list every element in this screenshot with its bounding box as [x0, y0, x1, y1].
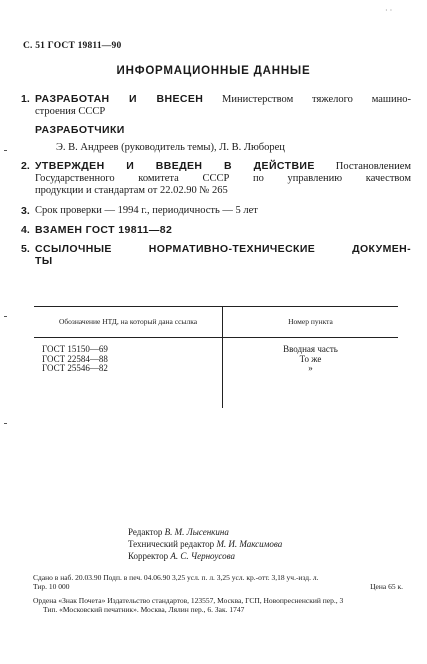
section-review: [21, 205, 411, 217]
section-caption: ТЫ: [35, 255, 53, 267]
imprint-publisher: [33, 596, 403, 614]
section-number: 3.: [21, 205, 30, 217]
table-cell-document: ГОСТ 22584—88: [34, 355, 223, 365]
imprint-print-data: [33, 573, 403, 591]
section-text: Государственного комитета СССР по управлению качеством: [35, 173, 411, 184]
table-cell-item: Вводная часть: [283, 344, 338, 354]
editor-name: В. М. Лысенкина: [164, 527, 229, 537]
section-approved: [21, 160, 411, 197]
imprint-price: Цена 65 к.: [370, 582, 403, 591]
section-text: Министерством тяжелого машино-: [222, 94, 411, 105]
section-number: 2.: [21, 160, 30, 172]
table-row: [34, 338, 398, 355]
editor-name: М. И. Максимова: [216, 539, 283, 549]
table-cell-item: »: [308, 363, 313, 373]
table-row: [34, 364, 398, 408]
editor-line: [128, 538, 282, 550]
editor-role: Корректор: [128, 551, 169, 561]
table-cell-document: ГОСТ 25546—82: [34, 364, 223, 408]
table-cell-document: ГОСТ 15150—69: [34, 338, 223, 355]
section-text: строения СССР: [35, 106, 106, 117]
section-text: продукции и стандартам от 22.02.90 № 265: [35, 185, 228, 196]
imprint-line: [33, 582, 403, 591]
editor-name: А. С. Черноусова: [170, 551, 235, 561]
imprint-run: Тир. 10 000: [33, 582, 70, 591]
section-text: Постановлением: [335, 161, 411, 172]
page-title: ИНФОРМАЦИОННЫЕ ДАННЫЕ: [116, 65, 311, 77]
section-line: [35, 160, 411, 173]
imprint-line: Тип. «Московский печатник». Москва, Лялин пер., 6. Зак. 1747: [43, 605, 245, 614]
section-number: 5.: [21, 243, 30, 255]
section-text: Срок проверки — 1994 г., периодичность — 5 лет: [35, 205, 258, 216]
column-header-item: Номер пункта: [223, 307, 399, 338]
margin-tick: [4, 150, 7, 151]
section-number: 4.: [21, 224, 30, 236]
section-line: [35, 93, 411, 106]
section-caption: УТВЕРЖДЕН И ВВЕДЕН В ДЕЙСТВИЕ: [35, 160, 315, 172]
column-header-document: Обозначение НТД, на который дана ссылка: [34, 307, 223, 338]
section-number: 1.: [21, 93, 30, 105]
table-cell-item: То же: [299, 353, 322, 364]
developers-label: РАЗРАБОТЧИКИ: [35, 124, 125, 136]
editor-line: [128, 550, 282, 562]
editor-role: Редактор: [128, 527, 163, 537]
section-replaces: [21, 224, 411, 236]
section-caption: ССЫЛОЧНЫЕ НОРМАТИВНО-ТЕХНИЧЕСКИЕ ДОКУМЕН-: [35, 243, 411, 255]
imprint-line: Сдано в наб. 20.03.90 Подп. в печ. 04.06.90 3,25 усл. п. л. 3,25 усл. кр.-отт. 3,18 уч.-изд. л.: [33, 573, 319, 582]
references-table: [34, 306, 398, 408]
imprint-line: Ордена «Знак Почета» Издательство стандартов, 123557, Москва, ГСП, Новопресненский пер., 3: [33, 596, 344, 605]
section-developed: [21, 93, 411, 118]
editor-role: Технический редактор: [128, 539, 215, 549]
section-references: [21, 243, 411, 268]
editors-block: [128, 526, 282, 562]
section-caption: ВЗАМЕН ГОСТ 19811—82: [35, 224, 173, 236]
editor-line: [128, 526, 282, 538]
section-caption: РАЗРАБОТАН И ВНЕСЕН: [35, 93, 204, 105]
corner-mark: · ·: [385, 6, 393, 15]
table-header-row: [34, 307, 398, 338]
developers-names: Э. В. Андреев (руководитель темы), Л. В. Люборец: [56, 142, 285, 153]
margin-tick: [4, 316, 7, 317]
page-header: С. 51 ГОСТ 19811—90: [23, 41, 122, 51]
margin-tick: [4, 423, 7, 424]
